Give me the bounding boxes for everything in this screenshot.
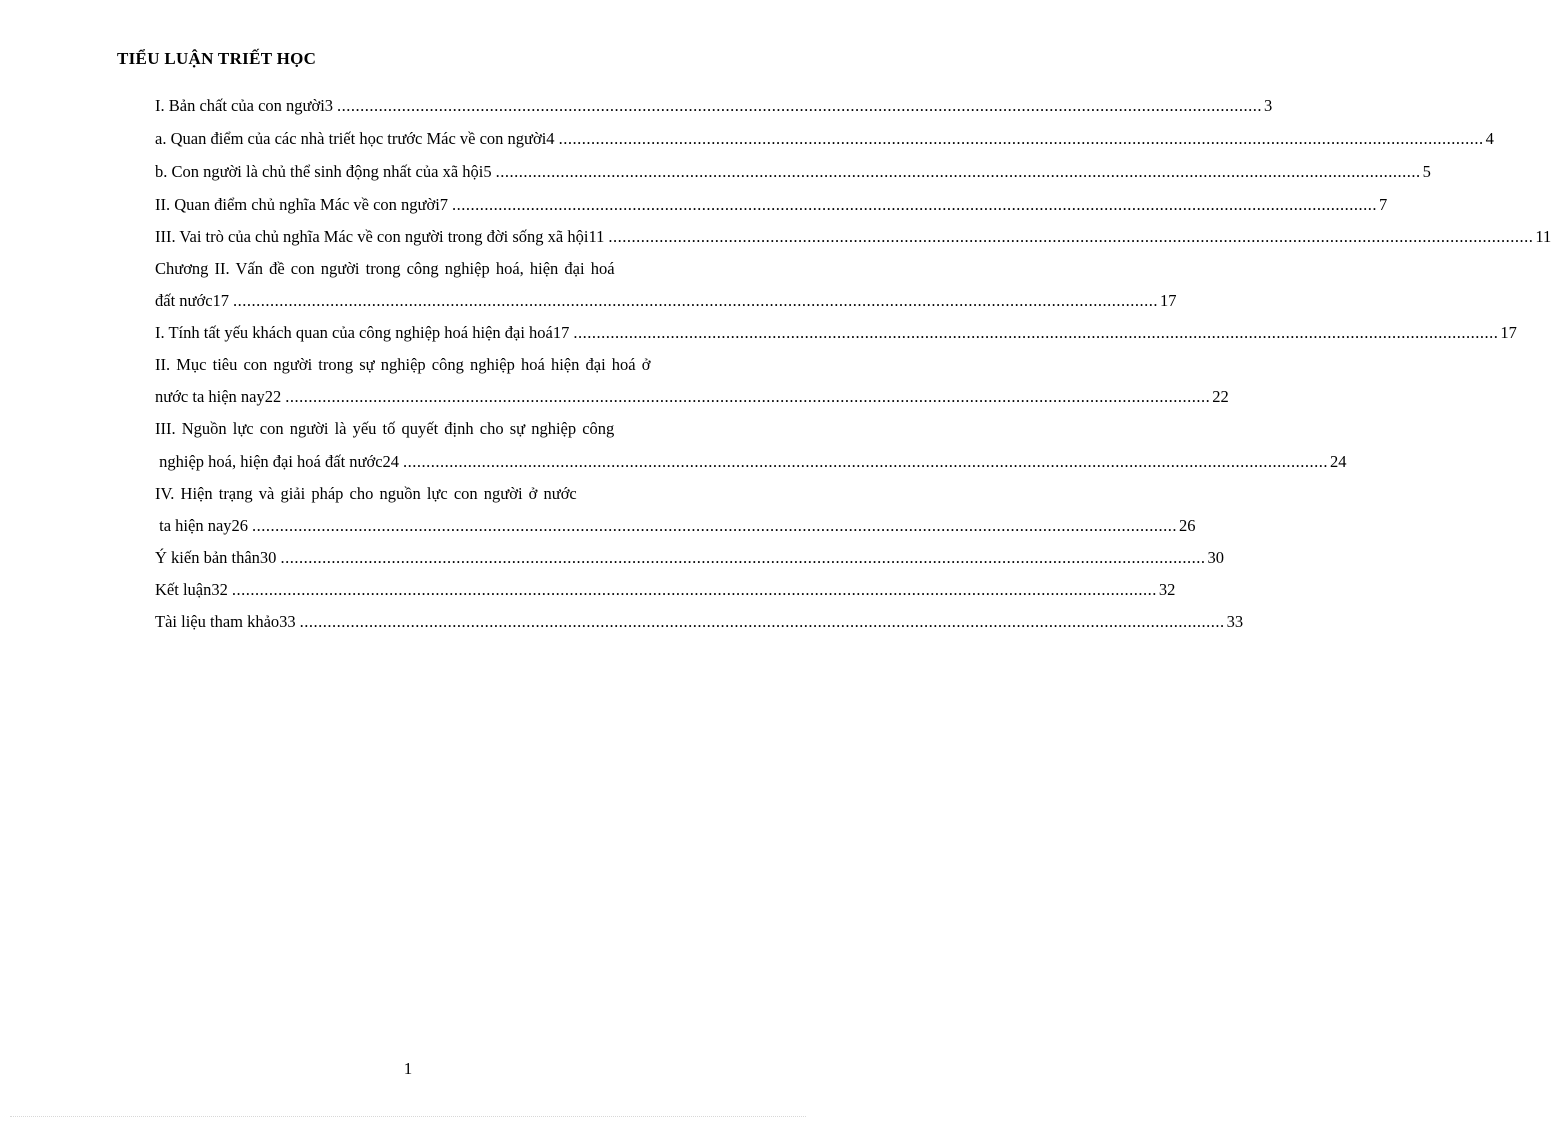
toc-page-number: 33 [1226,612,1244,631]
toc-leader-dots: ........................................................................................................................................................................................................ [452,195,1378,214]
toc-entry [155,611,1244,633]
toc-page-number: 22 [1212,387,1229,406]
toc-leader-dots: ........................................................................................................................................................................................................ [337,96,1263,115]
toc-page-number: 32 [1158,580,1176,599]
toc-entry [155,290,1177,312]
toc-entry-text: b. Con người là chủ thể sinh động nhất của xã hội5 [155,162,492,181]
toc-leader-dots: ........................................................................................................................................................................................................ [573,323,1499,342]
toc-page-number: 7 [1379,195,1388,214]
toc-leader-dots: ........................................................................................................................................................................................................ [495,162,1421,181]
toc-entry-text: Ý kiến bản thân30 [155,548,277,567]
toc-entry [155,451,1347,473]
toc-entry [155,161,1431,183]
toc-entry-text: Kết luận32 [155,580,228,599]
toc-entry-text: II. Quan điểm chủ nghĩa Mác về con người7 [155,195,449,214]
toc-entry-line1: II. Mục tiêu con người trong sự nghiệp công nghiệp hoá hiện đại hoá ở [155,355,651,374]
toc-page-number: 26 [1179,516,1196,535]
toc-entry-text: III. Vai trò của chủ nghĩa Mác về con người trong đời sống xã hội11 [155,227,605,246]
toc-leader-dots: ........................................................................................................................................................................................................ [558,129,1484,148]
toc-page-number: 17 [1160,291,1177,310]
toc-page-number: 3 [1264,96,1273,115]
toc-page-number: 24 [1330,452,1347,471]
toc-leader-dots: ........................................................................................................................................................................................................ [280,548,1206,567]
page-number: 1 [403,1059,413,1078]
toc-entry-text: ta hiện nay26 [155,516,249,535]
toc-leader-dots: ........................................................................................................................................................................................................ [252,516,1178,535]
toc-leader-dots: ........................................................................................................................................................................................................ [231,580,1157,599]
toc-entry [155,547,1224,569]
toc-entry-text: I. Tính tất yếu khách quan của công nghiệp hoá hiện đại hoá17 [155,323,570,342]
toc-entry [155,322,1517,344]
toc-entry [155,226,1551,248]
toc-leader-dots: ........................................................................................................................................................................................................ [299,612,1225,631]
toc-page-number: 11 [1535,227,1551,246]
toc-entry [155,95,1273,117]
toc-entry-line1: Chương II. Vấn đề con người trong công nghiệp hoá, hiện đại hoá [155,259,615,278]
toc-entry-text: nước ta hiện nay22 [155,387,282,406]
toc-leader-dots: ........................................................................................................................................................................................................ [233,291,1159,310]
toc-entry-text: a. Quan điểm của các nhà triết học trước Mác về con người4 [155,129,555,148]
toc-entry [155,194,1388,216]
toc-entry-text: nghiệp hoá, hiện đại hoá đất nước24 [155,452,400,471]
toc-page-number: 5 [1422,162,1431,181]
toc-entry [155,515,1196,537]
toc-leader-dots: ........................................................................................................................................................................................................ [403,452,1329,471]
document-title: TIỂU LUẬN TRIẾT HỌC [117,49,317,68]
toc-leader-dots: ........................................................................................................................................................................................................ [285,387,1211,406]
toc-entry-text: đất nước17 [155,291,230,310]
toc-leader-dots: ........................................................................................................................................................................................................ [608,227,1534,246]
page-bottom-divider [10,1116,806,1117]
toc-page-number: 30 [1207,548,1224,567]
toc-page-number: 17 [1500,323,1517,342]
toc-entry-line1: III. Nguồn lực con người là yếu tố quyết định cho sự nghiệp công [155,419,615,438]
toc-entry-text: I. Bản chất của con người3 [155,96,334,115]
toc-entry [155,579,1176,601]
toc-entry-text: Tài liệu tham khảo33 [155,612,296,631]
toc-entry [155,128,1494,150]
toc-page-number: 4 [1485,129,1494,148]
toc-entry-line1: IV. Hiện trạng và giải pháp cho nguồn lực con người ở nước [155,484,577,503]
toc-entry [155,386,1229,408]
